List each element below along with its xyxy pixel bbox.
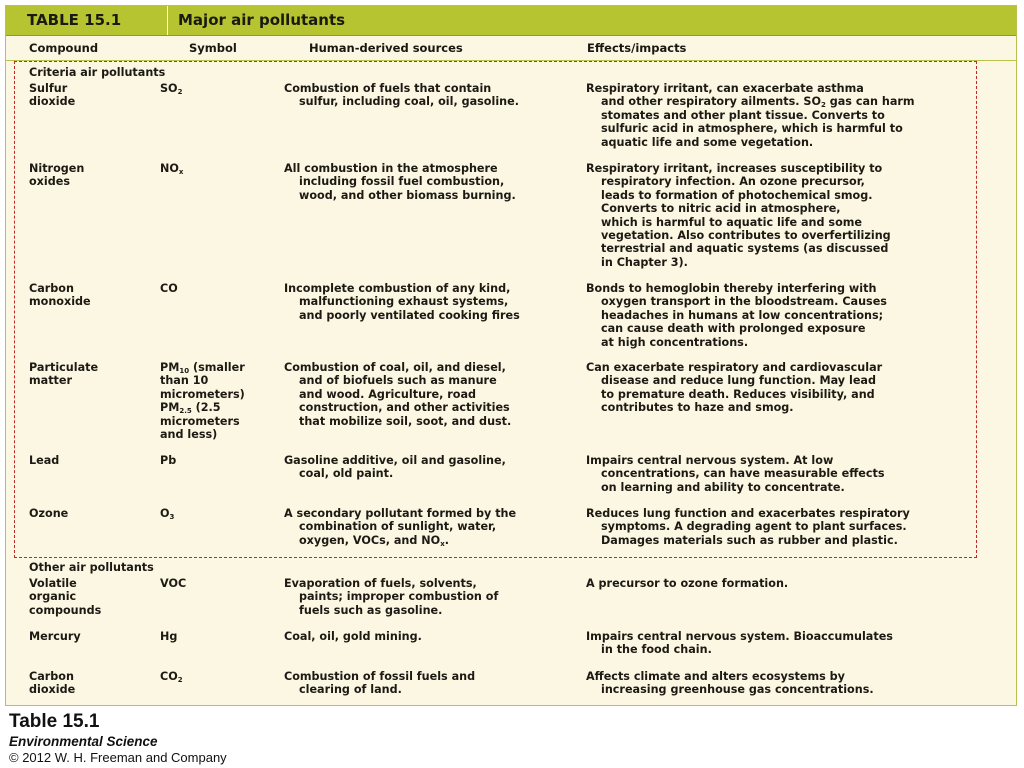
cell-line: matter [29, 374, 73, 388]
cell-line: $O_3$ [160, 507, 175, 521]
effects-cell [586, 282, 887, 349]
cell-line: Combustion of coal, oil, and diesel, [284, 361, 506, 374]
effects-cell [586, 82, 915, 149]
cell-line: oxides [29, 175, 70, 189]
cell-line: Lead [29, 454, 60, 467]
cell-line: clearing of land. [299, 683, 402, 697]
group-heading-other: Other air pollutants [29, 561, 154, 574]
cell-line: respiratory infection. An ozone precursor, [601, 175, 865, 189]
cell-line: Particulate [29, 361, 99, 374]
sources-cell [284, 82, 519, 109]
cell-line: Evaporation of fuels, solvents, [284, 577, 477, 590]
cell-line: headaches in humans at low concentrations; [601, 308, 884, 322]
group-heading-criteria: Criteria air pollutants [29, 66, 166, 79]
table-panel [5, 5, 1017, 706]
symbol-cell [160, 82, 182, 95]
sources-cell [284, 507, 516, 547]
cell-line: Nitrogen [29, 162, 85, 175]
cell-line: oxygen, VOCs, and $NO_x$. [299, 533, 449, 548]
cell-line: can cause death with prolonged exposure [601, 322, 866, 336]
compound-cell [29, 454, 59, 467]
compound-cell [29, 82, 75, 109]
effects-cell [586, 361, 882, 415]
cell-line: A precursor to ozone formation. [586, 577, 789, 590]
effects-cell [586, 454, 885, 494]
cell-line: dioxide [29, 95, 76, 109]
caption-title: Table 15.1 [9, 711, 100, 732]
caption-copyright: © 2012 W. H. Freeman and Company [9, 750, 227, 765]
column-header-effects: Effects/impacts [587, 41, 687, 55]
cell-line: monoxide [29, 295, 91, 309]
cell-line: Impairs central nervous system. At low [586, 454, 834, 467]
cell-line: leads to formation of photochemical smog. [601, 188, 873, 202]
sources-cell [284, 361, 511, 428]
cell-line: $NO_x$ [160, 162, 184, 176]
cell-line: and of biofuels such as manure [299, 374, 497, 388]
symbol-cell [160, 282, 178, 295]
cell-line: symptoms. A degrading agent to plant surfaces. [601, 520, 907, 534]
cell-line: coal, old paint. [299, 467, 394, 481]
cell-line: wood, and other biomass burning. [299, 188, 516, 202]
cell-line: to premature death. Reduces visibility, and [601, 387, 875, 401]
symbol-cell [160, 361, 245, 441]
cell-line: Coal, oil, gold mining. [284, 630, 422, 643]
cell-line: oxygen transport in the bloodstream. Causes [601, 295, 887, 309]
effects-cell [586, 630, 893, 657]
cell-line: Carbon [29, 670, 74, 683]
cell-line: aquatic life and some vegetation. [601, 135, 814, 149]
compound-cell [29, 361, 98, 388]
compound-cell [29, 282, 91, 309]
cell-line: construction, and other activities [299, 401, 510, 415]
cell-line: Combustion of fuels that contain [284, 82, 492, 95]
cell-line: in the food chain. [601, 643, 712, 657]
column-header-symbol: Symbol [189, 41, 237, 55]
cell-line: on learning and ability to concentrate. [601, 480, 845, 494]
cell-line: Damages materials such as rubber and plastic. [601, 533, 898, 547]
symbol-cell [160, 630, 177, 643]
cell-line: Converts to nitric acid in atmosphere, [601, 202, 841, 216]
cell-line: $CO_2$ [160, 670, 183, 684]
effects-cell [586, 670, 874, 697]
cell-line: at high concentrations. [601, 335, 749, 349]
cell-line: Affects climate and alters ecosystems by [586, 670, 845, 683]
cell-line: concentrations, can have measurable effects [601, 467, 885, 481]
cell-line: Ozone [29, 507, 69, 520]
cell-line: and other respiratory ailments. $SO_2$ gas can harm [601, 95, 915, 110]
column-header-sources: Human-derived sources [309, 41, 463, 55]
cell-line: Can exacerbate respiratory and cardiovascular [586, 361, 883, 374]
cell-line: increasing greenhouse gas concentrations. [601, 683, 874, 697]
cell-line: $PM_{2.5}$ (2.5 [160, 401, 221, 416]
sources-cell [284, 577, 498, 617]
cell-line: Respiratory irritant, can exacerbate asthma [586, 82, 864, 95]
cell-line: terrestrial and aquatic systems (as discussed [601, 242, 889, 256]
cell-line: combination of sunlight, water, [299, 520, 497, 534]
caption-book-title: Environmental Science [9, 734, 158, 749]
compound-cell [29, 577, 101, 617]
symbol-cell [160, 162, 183, 175]
cell-line: CO [160, 282, 178, 295]
cell-line: Impairs central nervous system. Bioaccumulates [586, 630, 893, 643]
cell-line: in Chapter 3). [601, 255, 688, 269]
effects-cell [586, 507, 910, 547]
effects-cell [586, 577, 788, 590]
cell-line: Respiratory irritant, increases susceptibility to [586, 162, 883, 175]
cell-line: fuels such as gasoline. [299, 603, 443, 617]
cell-line: stomates and other plant tissue. Converts to [601, 108, 885, 122]
cell-line: compounds [29, 603, 102, 617]
cell-line: $SO_2$ [160, 82, 183, 96]
cell-line: contributes to haze and smog. [601, 401, 794, 415]
cell-line: micrometers [160, 414, 240, 428]
cell-line: micrometers) [160, 387, 245, 401]
cell-line: and less) [160, 428, 218, 442]
cell-line: A secondary pollutant formed by the [284, 507, 517, 520]
symbol-cell [160, 507, 174, 520]
cell-line: Gasoline additive, oil and gasoline, [284, 454, 506, 467]
cell-line: Bonds to hemoglobin thereby interfering with [586, 282, 877, 295]
cell-line: Pb [160, 454, 177, 467]
cell-line: malfunctioning exhaust systems, [299, 295, 509, 309]
cell-line: VOC [160, 577, 187, 590]
column-header-compound: Compound [29, 41, 99, 55]
cell-line: including fossil fuel combustion, [299, 175, 505, 189]
cell-line: Carbon [29, 282, 74, 295]
cell-line: that mobilize soil, soot, and dust. [299, 414, 512, 428]
cell-line: Mercury [29, 630, 81, 643]
sources-cell [284, 282, 520, 322]
symbol-cell [160, 577, 186, 590]
cell-line: Reduces lung function and exacerbates respiratory [586, 507, 910, 520]
sources-cell [284, 454, 506, 481]
compound-cell [29, 670, 75, 697]
cell-line: Incomplete combustion of any kind, [284, 282, 511, 295]
symbol-cell [160, 454, 176, 467]
cell-line: and poorly ventilated cooking fires [299, 308, 520, 322]
cell-line: sulfuric acid in atmosphere, which is harmful to [601, 122, 903, 136]
compound-cell [29, 630, 81, 643]
symbol-cell [160, 670, 183, 683]
cell-line: paints; improper combustion of [299, 590, 499, 604]
cell-line: sulfur, including coal, oil, gasoline. [299, 95, 519, 109]
figure-caption [9, 711, 429, 766]
table-number-box [6, 6, 168, 35]
cell-line: and wood. Agriculture, road [299, 387, 477, 401]
cell-line: which is harmful to aquatic life and some [601, 215, 862, 229]
cell-line: $PM_{10}$ (smaller [160, 361, 245, 375]
sources-cell [284, 670, 475, 697]
cell-line: Combustion of fossil fuels and [284, 670, 476, 683]
cell-line: vegetation. Also contributes to overfertilizing [601, 229, 891, 243]
sources-cell [284, 162, 516, 202]
compound-cell [29, 162, 84, 189]
cell-line: Hg [160, 630, 178, 643]
sources-cell [284, 630, 422, 643]
table-number: TABLE 15.1 [27, 11, 122, 29]
compound-cell [29, 507, 68, 520]
table-title: Major air pollutants [178, 11, 346, 29]
cell-line: All combustion in the atmosphere [284, 162, 498, 175]
cell-line: organic [29, 590, 77, 604]
cell-line: disease and reduce lung function. May lead [601, 374, 876, 388]
cell-line: dioxide [29, 683, 76, 697]
cell-line: Sulfur [29, 82, 68, 95]
table-title-bar [6, 6, 1016, 36]
cell-line: than 10 [160, 374, 209, 388]
cell-line: Volatile [29, 577, 77, 590]
effects-cell [586, 162, 891, 269]
